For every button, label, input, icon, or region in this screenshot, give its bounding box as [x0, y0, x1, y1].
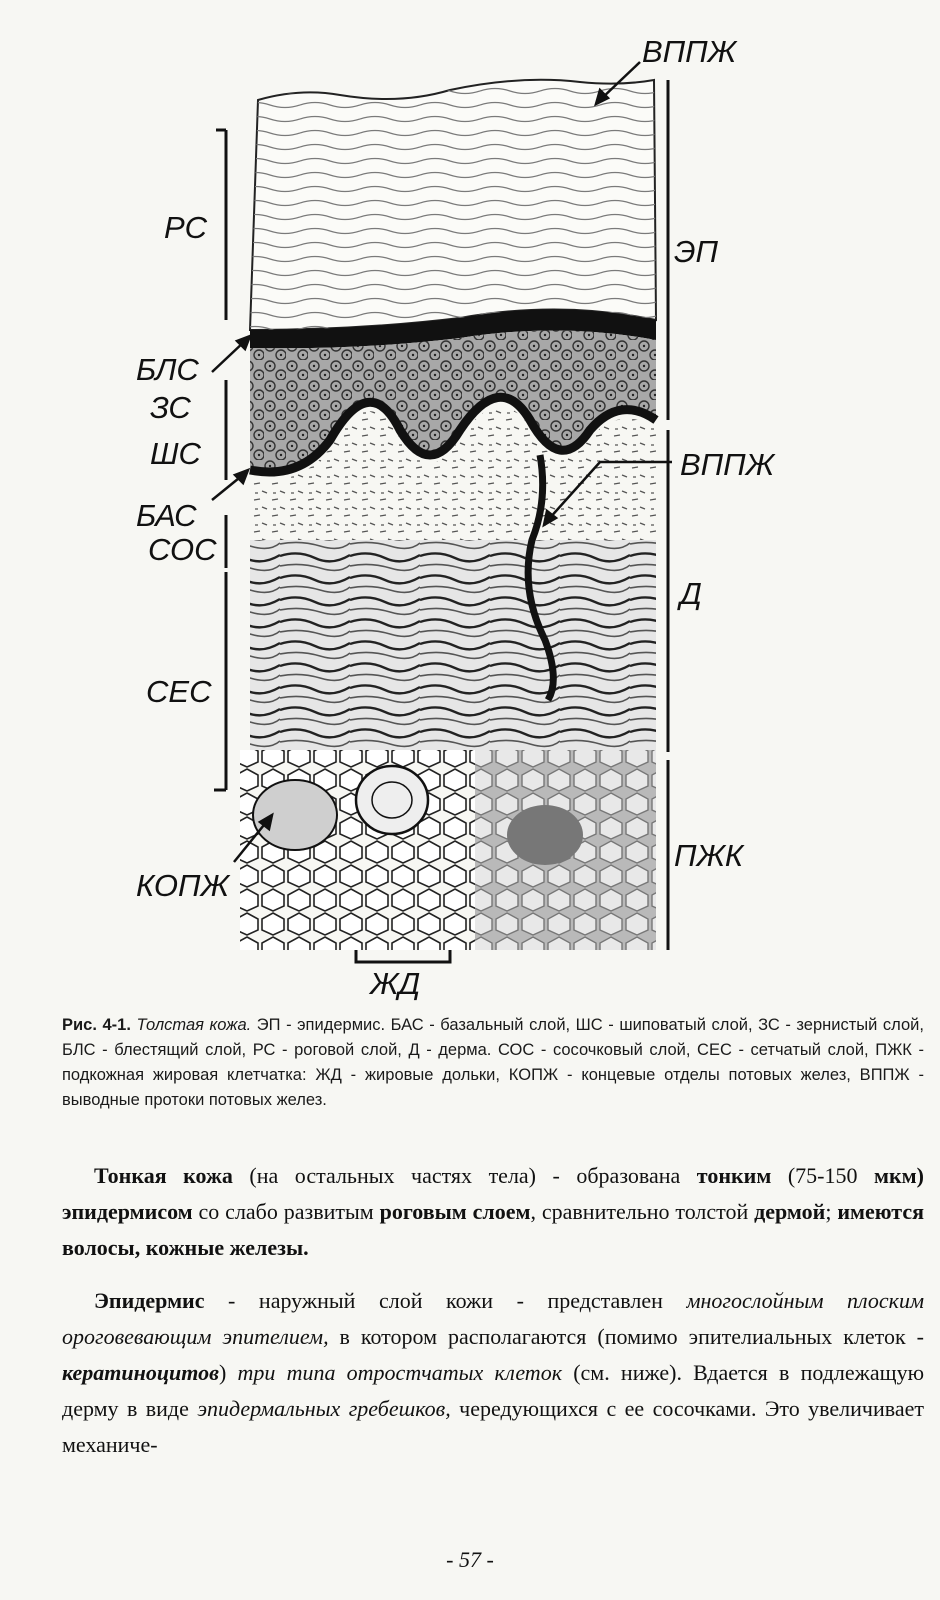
figure-caption: [62, 1013, 924, 1113]
paragraph1-bold-1: тонким: [696, 1163, 772, 1188]
paragraph1-bold-5: имеются волосы, кожные железы.: [62, 1199, 925, 1260]
label-rs: РС: [164, 210, 208, 245]
term-epidermis: Эпидермис: [94, 1288, 205, 1313]
paragraph1-bold-3: роговым слоем: [379, 1199, 531, 1224]
paragraph1-bold-2: мкм) эпидермисом: [62, 1163, 924, 1224]
paragraph1-text-1: (на остальных частях тела) - образована: [232, 1163, 697, 1188]
paragraph2-text-3: ): [218, 1360, 238, 1385]
label-zs: ЗС: [150, 390, 191, 425]
paragraph-epidermis: [62, 1283, 924, 1463]
paragraph2-bold-italic-1: кератиноцитов: [62, 1360, 219, 1385]
paragraph-thin-skin: [62, 1158, 924, 1266]
hypodermis-drawing: [240, 750, 656, 950]
label-d: Д: [680, 576, 702, 611]
paragraph2-text-4: (см. ниже). Вдается в подлежащую дерму в виде: [62, 1360, 925, 1421]
label-bls: БЛС: [136, 352, 199, 387]
caption-text: ЭП - эпидермис. БАС - базальный слой, ШС - шиповатый слой, ЗС - зернистый слой, БЛС - блестящий слой, РС - роговой слой, Д - дерма. СОС - сосочковый слой, СЕС - сетчатый слой, ПЖК - подкожная жировая клетчатка: ЖД - жировые дольки, КОПЖ - концевые отделы потовых желез, ВППЖ - выводные протоки потовых желез.: [62, 1016, 924, 1109]
paragraph2-text-1: - наружный слой кожи - представлен: [204, 1288, 687, 1313]
label-zhd: ЖД: [370, 966, 421, 1001]
label-shs: ШС: [150, 436, 201, 471]
label-bas: БАС: [136, 498, 197, 533]
paragraph1-bold-4: дермой: [754, 1199, 826, 1224]
stratum-corneum-drawing: [250, 80, 656, 330]
paragraph1-text-2: (75-150: [771, 1163, 874, 1188]
label-ep: ЭП: [674, 234, 718, 269]
label-ses: СЕС: [146, 674, 212, 709]
paragraph2-italic-1: многослойным плоским ороговевающим эпителием,: [62, 1288, 924, 1349]
paragraph1-text-5: ;: [825, 1199, 838, 1224]
label-kopzh: КОПЖ: [136, 868, 229, 903]
label-sos: СОС: [148, 532, 217, 567]
paragraph2-italic-3: эпидермальных гребешков,: [197, 1396, 451, 1421]
label-vppzh-top: ВППЖ: [642, 34, 737, 69]
term-thin-skin: Тонкая кожа: [94, 1163, 233, 1188]
paragraph2-text-2: в котором располагаются (помимо эпителиальных клеток -: [328, 1324, 924, 1349]
paragraph2-italic-2: три типа отростчатых клеток: [237, 1360, 562, 1385]
label-vppzh-mid: ВППЖ: [680, 447, 775, 482]
paragraph1-text-4: , сравнительно толстой: [530, 1199, 755, 1224]
paragraph1-text-3: со слабо развитым: [192, 1199, 380, 1224]
paragraph2-text-5: чередующихся с ее сосочками. Это увеличивает механиче-: [62, 1396, 924, 1457]
page-number: - 57 -: [446, 1547, 494, 1572]
label-pzhk: ПЖК: [674, 838, 744, 873]
caption-number: Рис. 4-1.: [62, 1016, 131, 1034]
caption-title: Толстая кожа.: [136, 1016, 252, 1034]
